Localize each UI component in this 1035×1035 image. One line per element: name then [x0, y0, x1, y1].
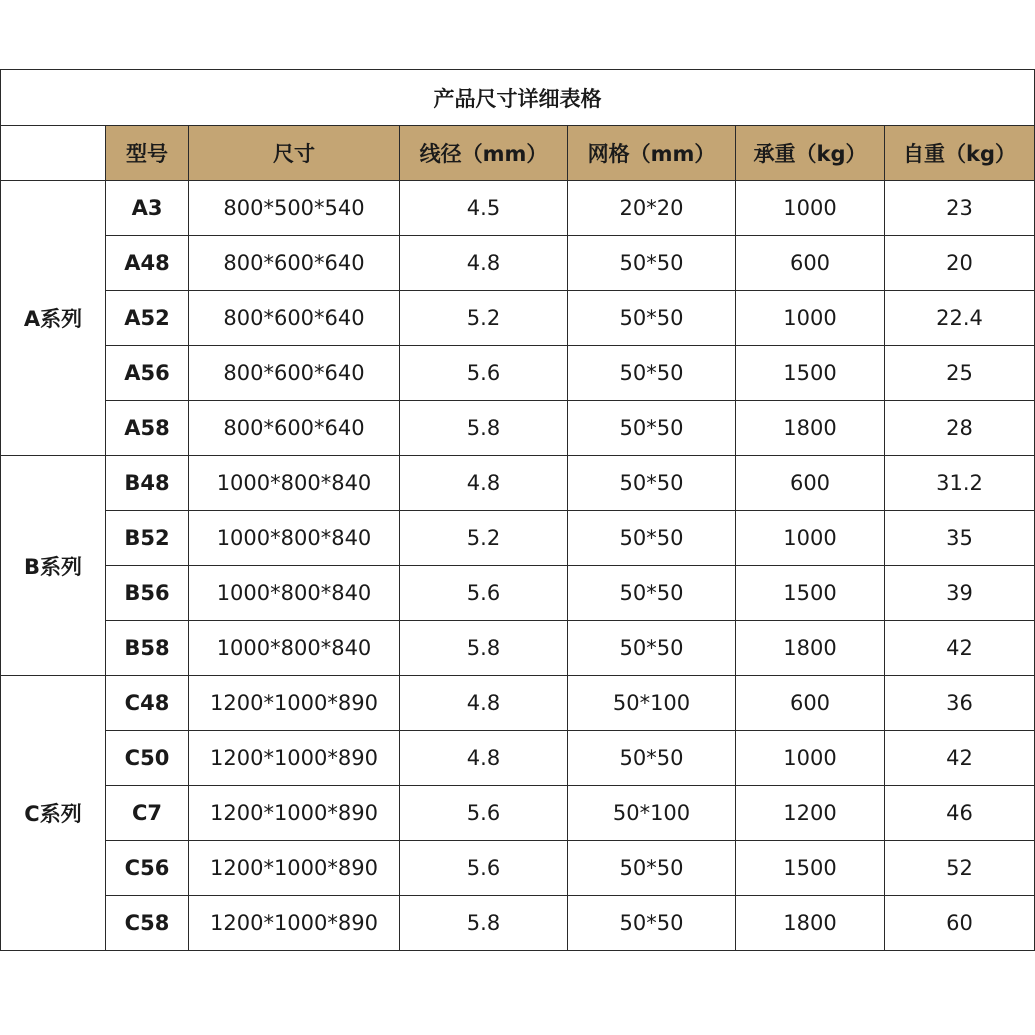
cell-model: B52: [106, 511, 189, 566]
cell-mesh: 50*100: [568, 786, 736, 841]
cell-model: A48: [106, 236, 189, 291]
cell-self-weight: 25: [885, 346, 1035, 401]
cell-size: 800*600*640: [189, 346, 400, 401]
cell-size: 800*600*640: [189, 401, 400, 456]
cell-self-weight: 28: [885, 401, 1035, 456]
table-row: [1, 896, 1035, 951]
cell-self-weight: 60: [885, 896, 1035, 951]
table-row: [1, 566, 1035, 621]
cell-load-capacity: 1800: [736, 401, 885, 456]
header-self-weight: 自重（kg）: [885, 126, 1035, 181]
title-row: [1, 70, 1035, 126]
cell-self-weight: 20: [885, 236, 1035, 291]
cell-wire-diameter: 5.8: [400, 621, 568, 676]
cell-load-capacity: 1000: [736, 731, 885, 786]
table-row: [1, 401, 1035, 456]
cell-wire-diameter: 5.2: [400, 511, 568, 566]
table-row: [1, 676, 1035, 731]
cell-mesh: 50*50: [568, 896, 736, 951]
cell-size: 800*600*640: [189, 236, 400, 291]
cell-self-weight: 23: [885, 181, 1035, 236]
cell-wire-diameter: 4.8: [400, 731, 568, 786]
cell-self-weight: 22.4: [885, 291, 1035, 346]
cell-load-capacity: 1000: [736, 181, 885, 236]
cell-size: 1000*800*840: [189, 621, 400, 676]
table-row: [1, 291, 1035, 346]
cell-mesh: 50*50: [568, 401, 736, 456]
cell-self-weight: 35: [885, 511, 1035, 566]
cell-mesh: 50*50: [568, 346, 736, 401]
cell-self-weight: 46: [885, 786, 1035, 841]
cell-load-capacity: 600: [736, 236, 885, 291]
cell-wire-diameter: 5.6: [400, 786, 568, 841]
header-wire-diameter: 线径（mm）: [400, 126, 568, 181]
spec-table-container: [0, 69, 1034, 951]
cell-size: 1000*800*840: [189, 566, 400, 621]
header-model: 型号: [106, 126, 189, 181]
cell-load-capacity: 1500: [736, 566, 885, 621]
header-row: [1, 126, 1035, 181]
header-blank-cell: [1, 126, 106, 181]
cell-model: C48: [106, 676, 189, 731]
series-label: C系列: [1, 676, 106, 951]
cell-load-capacity: 1800: [736, 896, 885, 951]
cell-wire-diameter: 5.8: [400, 401, 568, 456]
cell-wire-diameter: 5.8: [400, 896, 568, 951]
cell-self-weight: 36: [885, 676, 1035, 731]
cell-size: 1200*1000*890: [189, 841, 400, 896]
cell-mesh: 50*50: [568, 731, 736, 786]
cell-model: A56: [106, 346, 189, 401]
table-row: [1, 456, 1035, 511]
cell-size: 1000*800*840: [189, 511, 400, 566]
series-label: B系列: [1, 456, 106, 676]
cell-self-weight: 31.2: [885, 456, 1035, 511]
cell-load-capacity: 1000: [736, 511, 885, 566]
cell-mesh: 50*50: [568, 456, 736, 511]
cell-wire-diameter: 4.8: [400, 676, 568, 731]
table-row: [1, 786, 1035, 841]
table-row: [1, 731, 1035, 786]
cell-model: C7: [106, 786, 189, 841]
cell-load-capacity: 600: [736, 456, 885, 511]
table-row: [1, 621, 1035, 676]
cell-mesh: 50*100: [568, 676, 736, 731]
cell-model: A3: [106, 181, 189, 236]
cell-wire-diameter: 4.8: [400, 236, 568, 291]
header-load-capacity: 承重（kg）: [736, 126, 885, 181]
cell-wire-diameter: 5.6: [400, 566, 568, 621]
cell-wire-diameter: 4.5: [400, 181, 568, 236]
cell-model: A58: [106, 401, 189, 456]
cell-self-weight: 39: [885, 566, 1035, 621]
cell-mesh: 50*50: [568, 621, 736, 676]
cell-wire-diameter: 4.8: [400, 456, 568, 511]
cell-model: B48: [106, 456, 189, 511]
cell-load-capacity: 1500: [736, 346, 885, 401]
cell-load-capacity: 600: [736, 676, 885, 731]
cell-model: C56: [106, 841, 189, 896]
cell-size: 1200*1000*890: [189, 731, 400, 786]
cell-size: 800*500*540: [189, 181, 400, 236]
table-row: [1, 511, 1035, 566]
table-row: [1, 181, 1035, 236]
cell-self-weight: 42: [885, 731, 1035, 786]
series-label: A系列: [1, 181, 106, 456]
cell-load-capacity: 1800: [736, 621, 885, 676]
cell-model: C58: [106, 896, 189, 951]
cell-size: 1000*800*840: [189, 456, 400, 511]
cell-mesh: 50*50: [568, 841, 736, 896]
cell-load-capacity: 1500: [736, 841, 885, 896]
cell-size: 1200*1000*890: [189, 786, 400, 841]
cell-model: B58: [106, 621, 189, 676]
cell-self-weight: 52: [885, 841, 1035, 896]
cell-load-capacity: 1000: [736, 291, 885, 346]
cell-size: 1200*1000*890: [189, 896, 400, 951]
cell-mesh: 20*20: [568, 181, 736, 236]
cell-mesh: 50*50: [568, 511, 736, 566]
cell-wire-diameter: 5.2: [400, 291, 568, 346]
cell-mesh: 50*50: [568, 236, 736, 291]
cell-size: 800*600*640: [189, 291, 400, 346]
table-title: 产品尺寸详细表格: [1, 70, 1035, 126]
header-mesh: 网格（mm）: [568, 126, 736, 181]
table-body: [1, 181, 1035, 951]
cell-wire-diameter: 5.6: [400, 841, 568, 896]
product-spec-table: [0, 69, 1035, 951]
cell-load-capacity: 1200: [736, 786, 885, 841]
cell-model: A52: [106, 291, 189, 346]
cell-mesh: 50*50: [568, 566, 736, 621]
cell-mesh: 50*50: [568, 291, 736, 346]
table-row: [1, 236, 1035, 291]
cell-model: C50: [106, 731, 189, 786]
cell-wire-diameter: 5.6: [400, 346, 568, 401]
cell-model: B56: [106, 566, 189, 621]
cell-self-weight: 42: [885, 621, 1035, 676]
cell-size: 1200*1000*890: [189, 676, 400, 731]
table-row: [1, 346, 1035, 401]
table-row: [1, 841, 1035, 896]
header-size: 尺寸: [189, 126, 400, 181]
